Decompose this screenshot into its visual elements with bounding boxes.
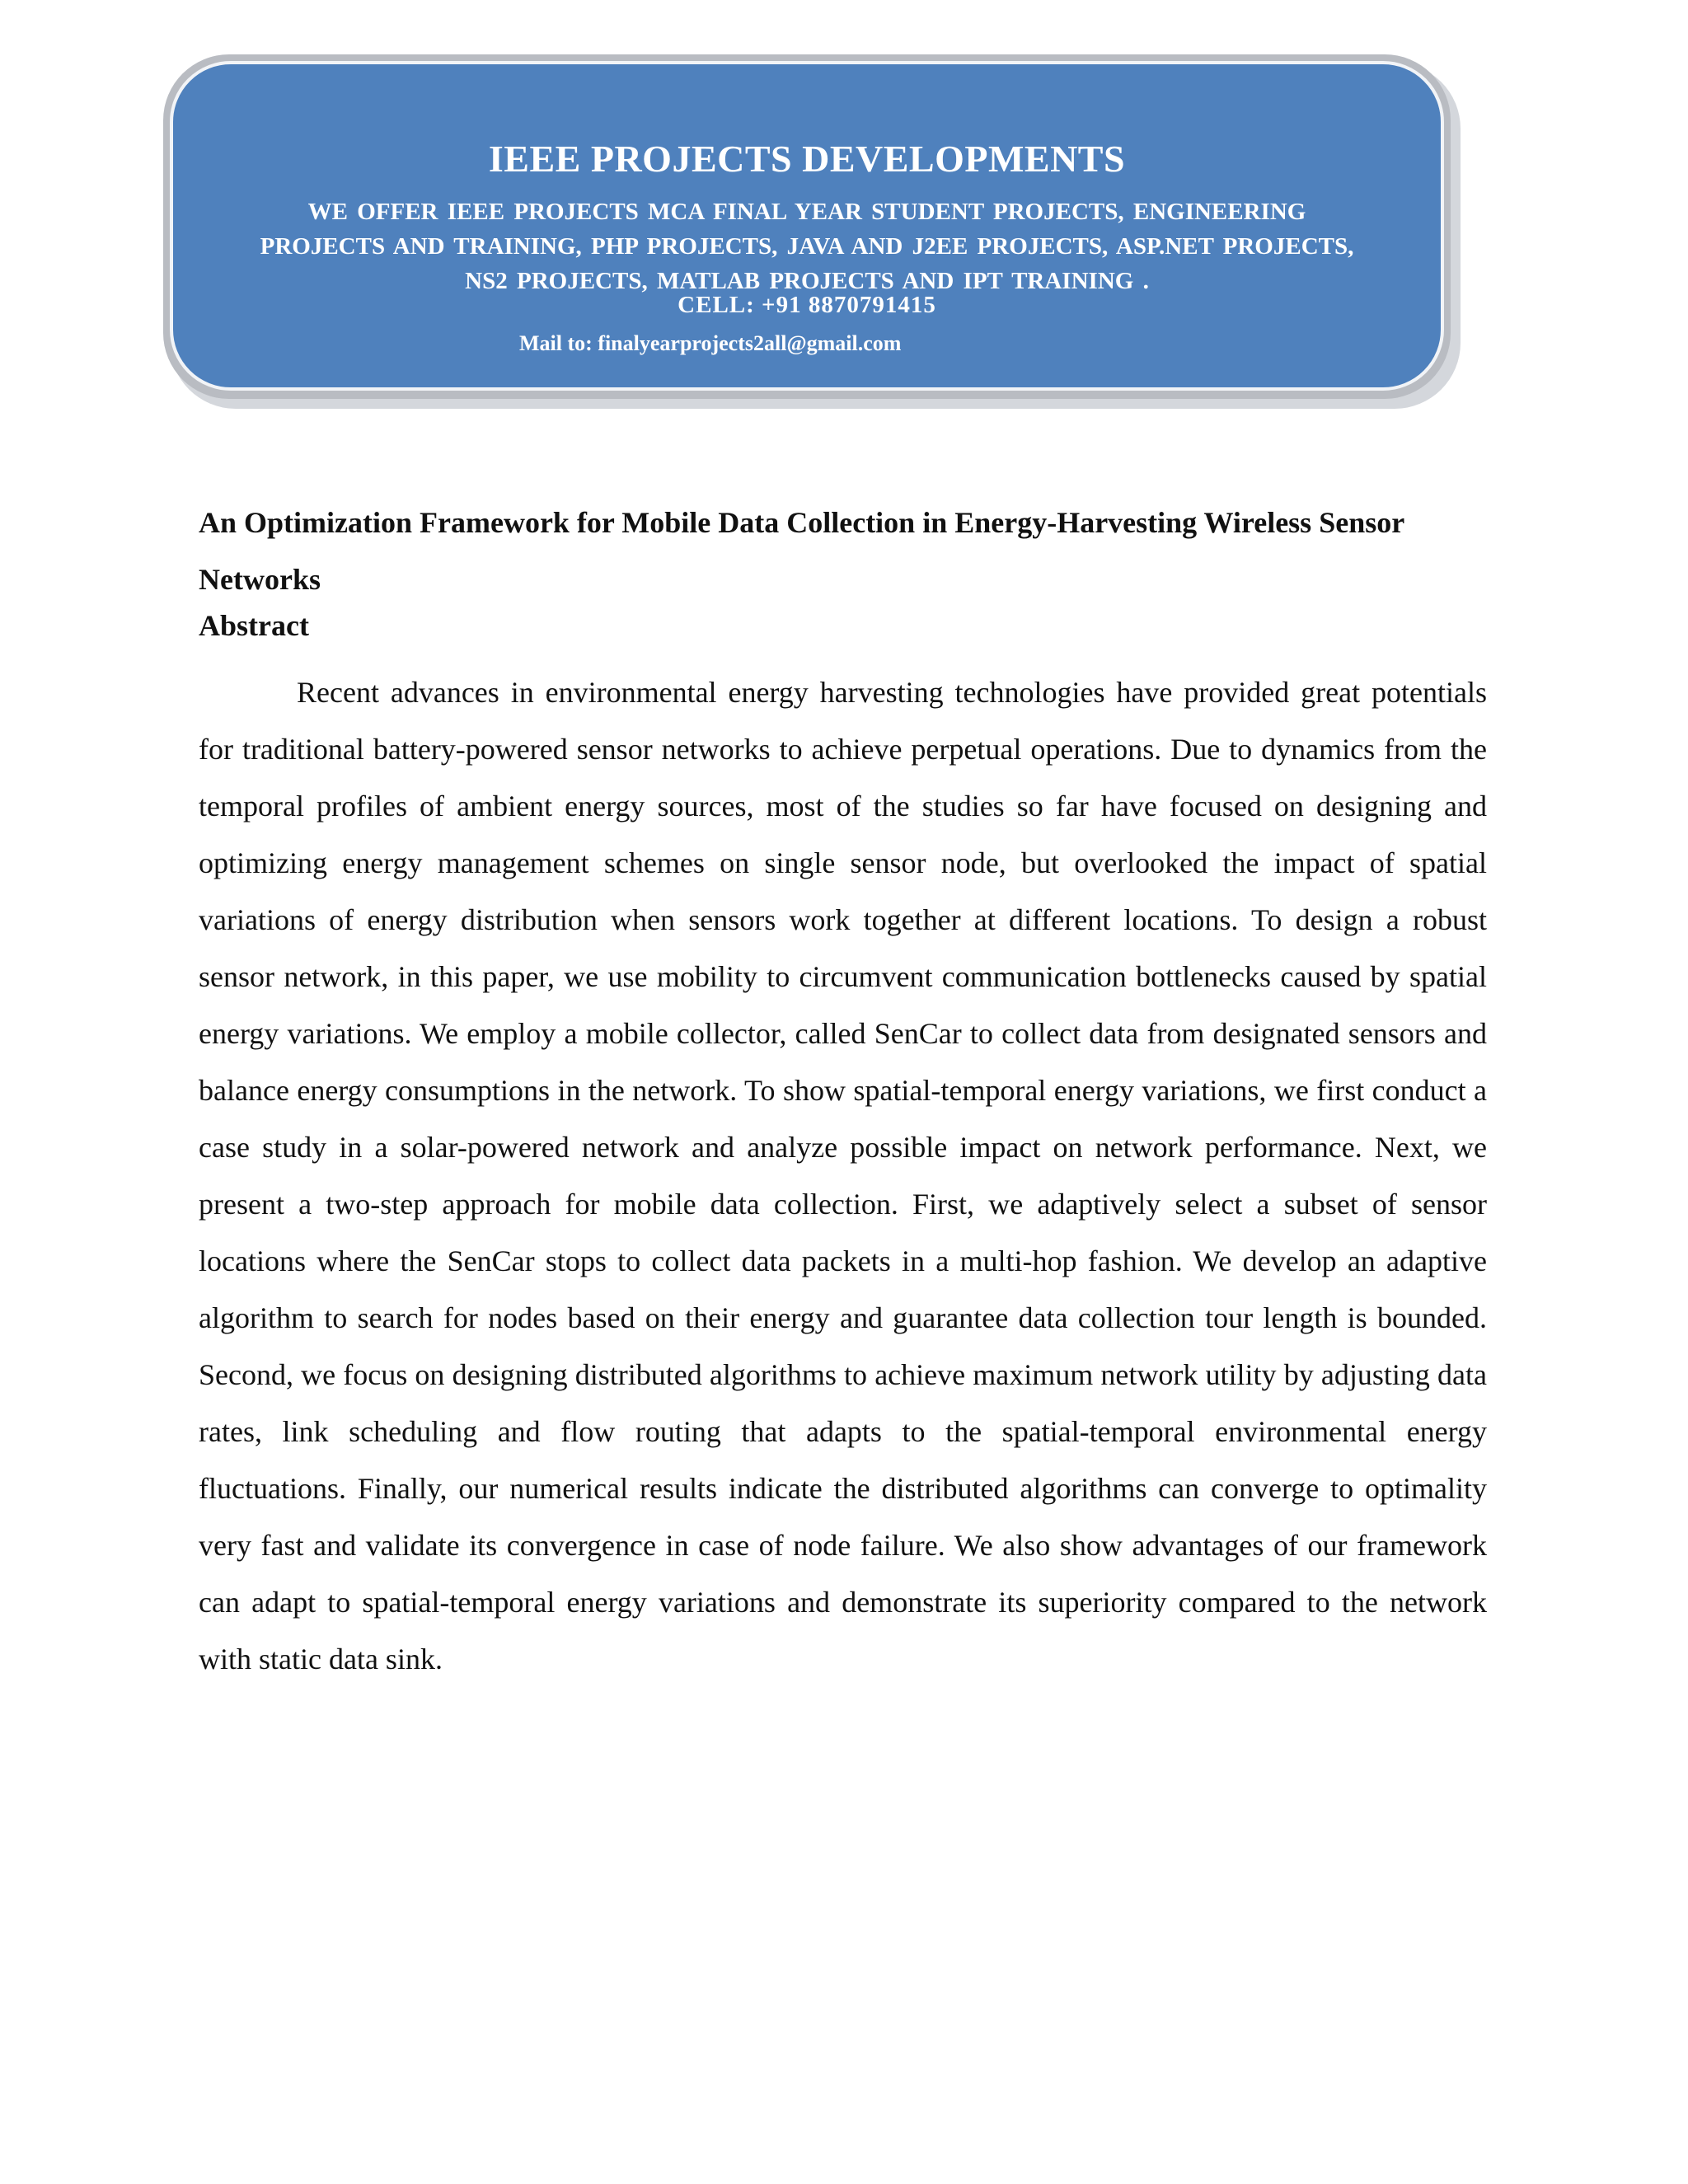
header-banner-panel	[170, 61, 1444, 391]
abstract-body: Recent advances in environmental energy harvesting technologies have provided great potentials for traditional battery-powered sensor networks to achieve perpetual operations. Due to dynamics from the temporal profiles of ambient energy sources, most of the studies so far have focused on designing and optimizing energy management schemes on single sensor node, but overlooked the impact of spatial variations of energy distribution when sensors work together at different locations. To design a robust sensor network, in this paper, we use mobility to circumvent communication bottlenecks caused by spatial energy variations. We employ a mobile collector, called SenCar to collect data from designated sensors and balance energy consumptions in the network. To show spatial-temporal energy variations, we first conduct a case study in a solar-powered network and analyze possible impact on network performance. Next, we present a two-step approach for mobile data collection. First, we adaptively select a subset of sensor locations where the SenCar stops to collect data packets in a multi-hop fashion. We develop an adaptive algorithm to search for nodes based on their energy and guarantee data collection tour length is bounded. Second, we focus on designing distributed algorithms to achieve maximum network utility by adjusting data rates, link scheduling and flow routing that adapts to the spatial-temporal environmental energy fluctuations. Finally, our numerical results indicate the distributed algorithms can converge to optimality very fast and validate its convergence in case of node failure. We also show advantages of our framework can adapt to spatial-temporal energy variations and demonstrate its superiority compared to the network with static data sink.	[199, 676, 1487, 1675]
banner-title: IEEE PROJECTS DEVELOPMENTS	[488, 138, 1126, 180]
banner-mail: Mail to: finalyearprojects2all@gmail.com	[519, 331, 902, 355]
abstract-heading: Abstract	[199, 609, 309, 642]
header-banner	[163, 54, 1451, 399]
paper-title: An Optimization Framework for Mobile Data Collection in Energy-Harvesting Wireless Sensor Networks	[199, 506, 1404, 596]
banner-offer-text: WE OFFER IEEE PROJECTS MCA FINAL YEAR STUDENT PROJECTS, ENGINEERING PROJECTS AND TRAINING, PHP PROJECTS, JAVA AND J2EE PROJECTS, ASP.NET PROJECTS, NS2 PROJECTS, MATLAB PROJECTS AND IPT TRAINING .	[260, 199, 1354, 294]
banner-cell-number: CELL: +91 8870791415	[678, 292, 936, 318]
